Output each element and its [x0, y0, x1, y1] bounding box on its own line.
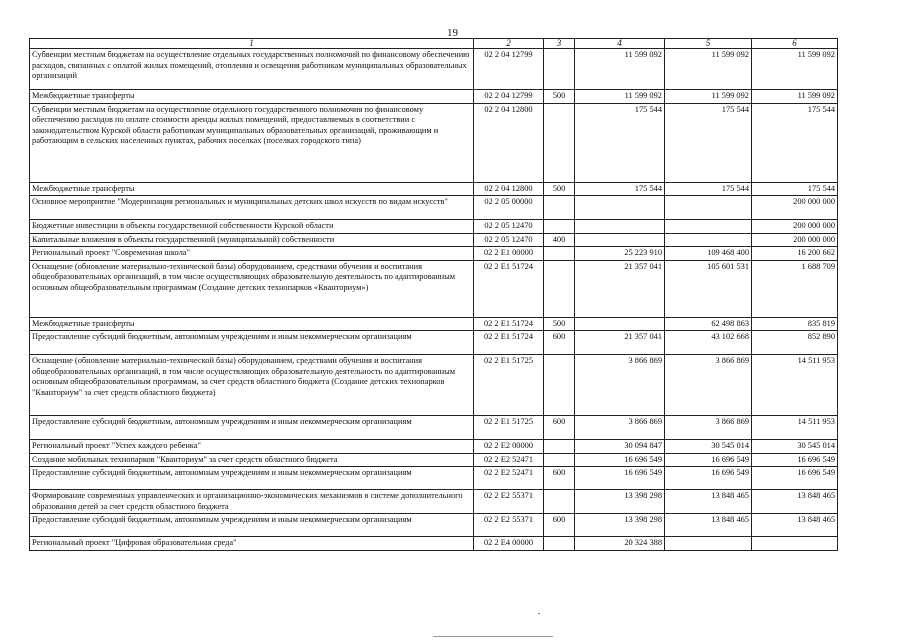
row-code: 02 2 05 12470	[474, 233, 544, 247]
row-value-col6: 11 599 092	[752, 49, 838, 90]
row-name: Региональный проект "Цифровая образовательная среда"	[30, 537, 474, 551]
row-name: Субвенции местным бюджетам на осуществление отдельных государственных полномочий по финансовому обеспечению расходов, связанных с оплатой жилых помещений, отопления и освещения работникам муниципальных образовательных организаций	[30, 49, 474, 90]
table-row	[30, 260, 838, 317]
row-expense-type	[544, 103, 575, 182]
table-row	[30, 247, 838, 261]
row-name: Предоставление субсидий бюджетным, автономным учреждениям и иным некоммерческим организациям	[30, 467, 474, 490]
row-value-col6: 14 511 953	[752, 416, 838, 440]
row-value-col5: 16 696 549	[665, 453, 752, 467]
row-value-col4: 16 696 549	[575, 453, 665, 467]
table-row	[30, 467, 838, 490]
column-header: 6	[752, 39, 838, 49]
row-value-col4: 21 357 041	[575, 260, 665, 317]
row-value-col5	[665, 233, 752, 247]
table-row	[30, 182, 838, 196]
column-header: 5	[665, 39, 752, 49]
row-name: Оснащение (обновление материально-технической базы) оборудованием, средствами обучения и воспитания общеобразовательных организаций, в том числе осуществляющих образовательную деятельность по адаптированным основным общеобразовательным программам, за счет средств областного бюджета (Создание детских технопарков "Кванториум" за счет средств областного бюджета)	[30, 355, 474, 416]
row-expense-type	[544, 260, 575, 317]
row-name: Межбюджетные трансферты	[30, 317, 474, 331]
budget-table	[29, 38, 838, 551]
row-value-col5: 3 866 869	[665, 416, 752, 440]
table-row	[30, 440, 838, 454]
row-code: 02 2 05 12470	[474, 220, 544, 234]
row-value-col5: 62 498 863	[665, 317, 752, 331]
row-value-col4	[575, 196, 665, 220]
column-header: 1	[30, 39, 474, 49]
row-value-col4: 20 324 388	[575, 537, 665, 551]
row-code: 02 2 E1 51725	[474, 355, 544, 416]
row-value-col6: 200 000 000	[752, 233, 838, 247]
row-value-col6: 835 819	[752, 317, 838, 331]
row-value-col4: 21 357 041	[575, 331, 665, 355]
row-value-col5: 13 848 465	[665, 490, 752, 514]
scan-edge	[433, 636, 553, 637]
row-expense-type	[544, 537, 575, 551]
row-value-col5: 11 599 092	[665, 49, 752, 90]
table-row	[30, 355, 838, 416]
row-name: Предоставление субсидий бюджетным, автономным учреждениям и иным некоммерческим организациям	[30, 331, 474, 355]
row-code: 02 2 E4 00000	[474, 537, 544, 551]
row-value-col4: 13 398 298	[575, 514, 665, 537]
row-value-col6: 16 696 549	[752, 453, 838, 467]
row-expense-type	[544, 453, 575, 467]
row-value-col6: 175 544	[752, 182, 838, 196]
row-value-col4: 3 866 869	[575, 416, 665, 440]
row-value-col6: 1 688 709	[752, 260, 838, 317]
row-expense-type: 500	[544, 90, 575, 104]
row-expense-type	[544, 220, 575, 234]
row-value-col4: 175 544	[575, 182, 665, 196]
row-expense-type	[544, 196, 575, 220]
row-expense-type: 600	[544, 416, 575, 440]
row-value-col6: 852 890	[752, 331, 838, 355]
row-value-col5: 30 545 014	[665, 440, 752, 454]
row-name: Создание мобильных технопарков "Кванториум" за счет средств областного бюджета	[30, 453, 474, 467]
row-expense-type	[544, 49, 575, 90]
table-row	[30, 537, 838, 551]
row-value-col6: 200 000 000	[752, 196, 838, 220]
table-row	[30, 220, 838, 234]
row-expense-type: 600	[544, 467, 575, 490]
row-expense-type: 500	[544, 317, 575, 331]
table-row	[30, 317, 838, 331]
row-name: Субвенции местным бюджетам на осуществление отдельного государственного полномочия по финансовому обеспечению расходов по оплате стоимости аренды жилых помещений, предоставляемых в соответствии с законодательством Курской области работникам муниципальных образовательных организаций, проживающим и работающим в сельских населенных пунктах, рабочих поселках (поселках городского типа)	[30, 103, 474, 182]
row-code: 02 2 E2 52471	[474, 453, 544, 467]
row-value-col4: 11 599 092	[575, 49, 665, 90]
row-name: Оснащение (обновление материально-технической базы) оборудованием, средствами обучения и воспитания общеобразовательных организаций, в том числе осуществляющих образовательную деятельность по адаптированным основным общеобразовательным программам (Создание детских технопарков «Кванториум»)	[30, 260, 474, 317]
row-name: Региональный проект "Современная школа"	[30, 247, 474, 261]
row-value-col6: 175 544	[752, 103, 838, 182]
row-expense-type	[544, 440, 575, 454]
row-value-col5: 3 866 869	[665, 355, 752, 416]
row-code: 02 2 E2 55371	[474, 490, 544, 514]
row-name: Предоставление субсидий бюджетным, автономным учреждениям и иным некоммерческим организациям	[30, 416, 474, 440]
row-name: Межбюджетные трансферты	[30, 90, 474, 104]
row-expense-type	[544, 490, 575, 514]
row-value-col4	[575, 317, 665, 331]
row-code: 02 2 04 12800	[474, 103, 544, 182]
table-row	[30, 490, 838, 514]
row-expense-type: 400	[544, 233, 575, 247]
row-code: 02 2 E1 00000	[474, 247, 544, 261]
row-value-col6: 11 599 092	[752, 90, 838, 104]
row-value-col4: 25 223 910	[575, 247, 665, 261]
table-row	[30, 453, 838, 467]
row-code: 02 2 04 12799	[474, 49, 544, 90]
row-value-col4: 11 599 092	[575, 90, 665, 104]
row-name: Капитальные вложения в объекты государственной (муниципальной) собственности	[30, 233, 474, 247]
table-row	[30, 416, 838, 440]
column-header: 3	[544, 39, 575, 49]
row-code: 02 2 04 12800	[474, 182, 544, 196]
row-code: 02 2 E1 51724	[474, 317, 544, 331]
row-code: 02 2 04 12799	[474, 90, 544, 104]
row-value-col6: 30 545 014	[752, 440, 838, 454]
row-value-col4	[575, 233, 665, 247]
row-value-col5: 175 544	[665, 182, 752, 196]
row-value-col5: 13 848 465	[665, 514, 752, 537]
row-expense-type	[544, 247, 575, 261]
row-value-col4: 3 866 869	[575, 355, 665, 416]
table-body	[30, 49, 838, 551]
row-code: 02 2 E2 55371	[474, 514, 544, 537]
row-name: Бюджетные инвестиции в объекты государственной собственности Курской области	[30, 220, 474, 234]
row-value-col4	[575, 220, 665, 234]
row-value-col6: 16 200 662	[752, 247, 838, 261]
column-header: 2	[474, 39, 544, 49]
row-name: Основное мероприятие "Модернизация региональных и муниципальных детских школ искусств по видам искусств"	[30, 196, 474, 220]
row-code: 02 2 E1 51725	[474, 416, 544, 440]
row-name: Межбюджетные трансферты	[30, 182, 474, 196]
row-value-col5: 105 601 531	[665, 260, 752, 317]
row-value-col5: 43 102 668	[665, 331, 752, 355]
row-code: 02 2 E1 51724	[474, 260, 544, 317]
row-value-col5	[665, 537, 752, 551]
row-expense-type: 500	[544, 182, 575, 196]
row-value-col4: 175 544	[575, 103, 665, 182]
table-row	[30, 196, 838, 220]
table-row	[30, 103, 838, 182]
row-expense-type: 600	[544, 514, 575, 537]
row-value-col6: 13 848 465	[752, 514, 838, 537]
row-value-col5: 175 544	[665, 103, 752, 182]
row-name: Региональный проект "Успех каждого ребенка"	[30, 440, 474, 454]
row-value-col4: 30 094 847	[575, 440, 665, 454]
row-name: Формирование современных управленческих и организационно-экономических механизмов в системе дополнительного образования детей за счет средств областного бюджета	[30, 490, 474, 514]
page-number: 19	[447, 27, 458, 39]
row-expense-type	[544, 355, 575, 416]
row-code: 02 2 E2 52471	[474, 467, 544, 490]
row-value-col5: 109 468 400	[665, 247, 752, 261]
row-value-col6: 200 000 000	[752, 220, 838, 234]
table-header-row	[30, 39, 838, 49]
table-row	[30, 233, 838, 247]
row-value-col4: 16 696 549	[575, 467, 665, 490]
table-row	[30, 90, 838, 104]
row-value-col5: 16 696 549	[665, 467, 752, 490]
row-code: 02 2 E1 51724	[474, 331, 544, 355]
row-value-col6: 13 848 465	[752, 490, 838, 514]
row-value-col6: 16 696 549	[752, 467, 838, 490]
scan-speck	[538, 613, 540, 614]
row-value-col5	[665, 196, 752, 220]
row-value-col5	[665, 220, 752, 234]
row-value-col5: 11 599 092	[665, 90, 752, 104]
row-value-col6: 14 511 953	[752, 355, 838, 416]
column-header: 4	[575, 39, 665, 49]
row-value-col4: 13 398 298	[575, 490, 665, 514]
row-value-col6	[752, 537, 838, 551]
row-expense-type: 600	[544, 331, 575, 355]
table-row	[30, 331, 838, 355]
row-name: Предоставление субсидий бюджетным, автономным учреждениям и иным некоммерческим организациям	[30, 514, 474, 537]
row-code: 02 2 E2 00000	[474, 440, 544, 454]
table-row	[30, 514, 838, 537]
row-code: 02 2 05 00000	[474, 196, 544, 220]
table-row	[30, 49, 838, 90]
